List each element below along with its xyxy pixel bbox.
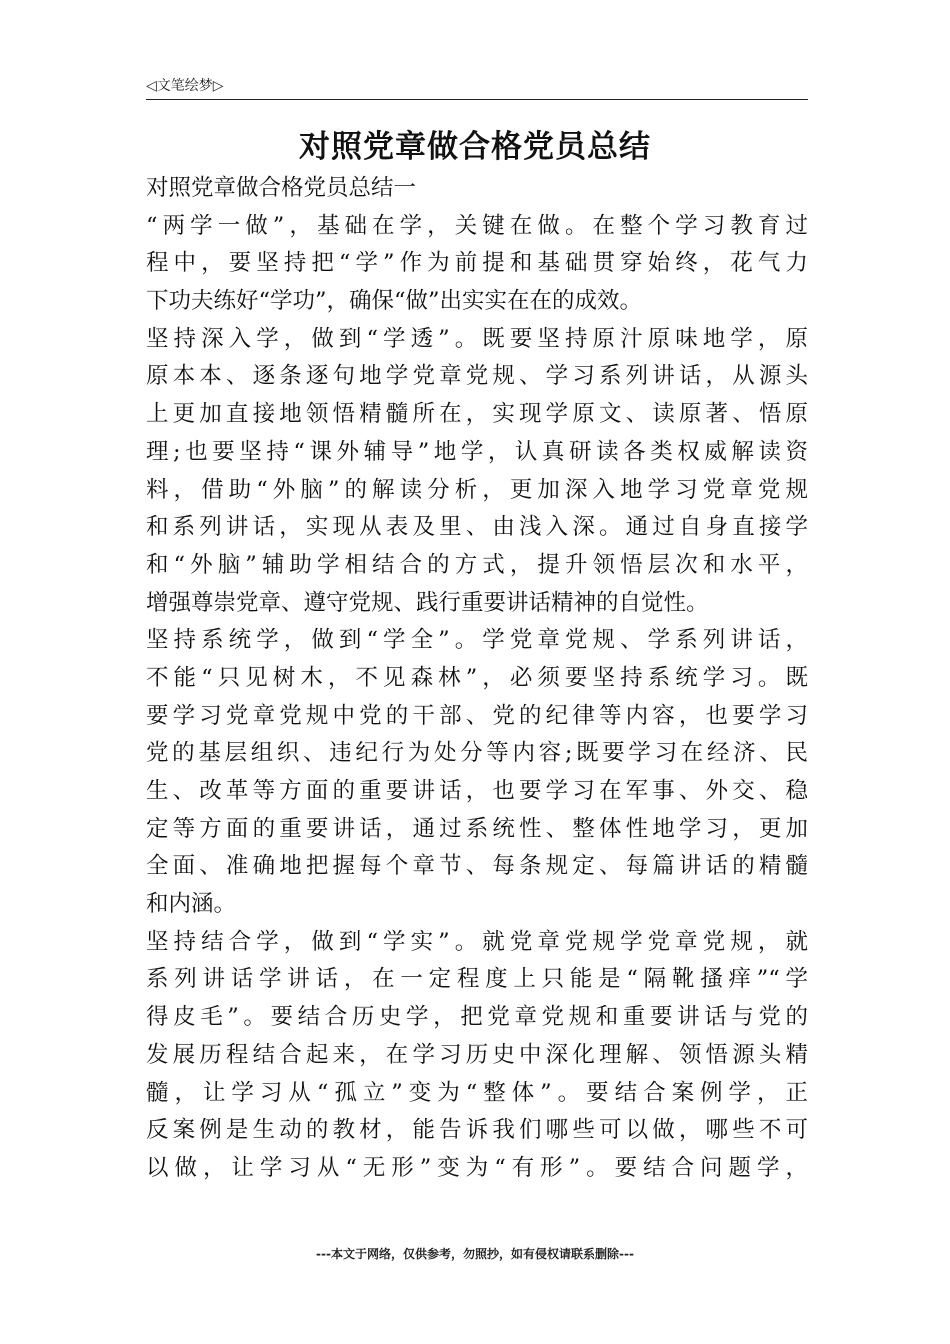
text-line: “两学一做”，基础在学，关键在做。在整个学习教育过	[146, 212, 808, 239]
text-line: 系列讲话学讲话，在一定程度上只能是“隔靴搔痒”“学	[146, 966, 808, 993]
page-footer: ---本文于网络，仅供参考，勿照抄，如有侵权请联系删除---	[316, 1247, 634, 1261]
text-line: 增强尊崇党章、遵守党规、践行重要讲话精神的自觉性。	[146, 589, 709, 616]
page-header	[146, 73, 808, 100]
text-line: 髓，让学习从“孤立”变为“整体”。要结合案例学，正	[146, 1079, 808, 1106]
text-line: 和内涵。	[146, 891, 237, 918]
text-line: 反案例是生动的教材，能告诉我们哪些可以做，哪些不可	[146, 1117, 808, 1144]
text-line: 料，借助“外脑”的解读分析，更加深入地学习党章党规	[146, 476, 808, 503]
header-label: ◁文笔绘梦▷	[146, 78, 224, 94]
text-line: 以做，让学习从“无形”变为“有形”。要结合问题学，	[146, 1154, 808, 1181]
text-line: 不能“只见树木，不见森林”，必须要坚持系统学习。既	[146, 664, 808, 691]
text-line: 坚持系统学，做到“学全”。学党章党规、学系列讲话，	[146, 627, 808, 654]
text-line: 下功夫练好“学功”，确保“做”出实实在在的成效。	[146, 288, 643, 315]
text-line: 生、改革等方面的重要讲话，也要学习在军事、外交、稳	[146, 778, 808, 804]
text-line: 坚持深入学，做到“学透”。既要坚持原汁原味地学，原	[146, 325, 808, 352]
text-line: 要学习党章党规中党的干部、党的纪律等内容，也要学习	[146, 702, 808, 729]
text-line: 定等方面的重要讲话，通过系统性、整体性地学习，更加	[146, 815, 808, 842]
text-line: 全面、准确地把握每个章节、每条规定、每篇讲话的精髓	[146, 853, 808, 880]
document-title: 对照党章做合格党员总结	[299, 129, 651, 165]
text-line: 程中，要坚持把“学”作为前提和基础贯穿始终，花气力	[146, 250, 808, 277]
text-line: 对照党章做合格党员总结一	[146, 175, 417, 201]
text-line: 得皮毛”。要结合历史学，把党章党规和重要讲话与党的	[146, 1004, 808, 1031]
text-line: 理;也要坚持“课外辅导”地学，认真研读各类权威解读资	[146, 438, 808, 465]
text-line: 原本本、逐条逐句地学党章党规、学习系列讲话，从源头	[146, 363, 808, 390]
text-line: 坚持结合学，做到“学实”。就党章党规学党章党规，就	[146, 928, 808, 955]
document-body	[146, 170, 808, 1188]
text-line: 和系列讲话，实现从表及里、由浅入深。通过自身直接学	[146, 514, 808, 541]
text-line: 和“外脑”辅助学相结合的方式，提升领悟层次和水平，	[146, 551, 808, 578]
text-line: 党的基层组织、违纪行为处分等内容;既要学习在经济、民	[146, 740, 808, 767]
text-line: 发展历程结合起来，在学习历史中深化理解、领悟源头精	[146, 1041, 808, 1068]
text-line: 上更加直接地领悟精髓所在，实现学原文、读原著、悟原	[146, 401, 808, 428]
